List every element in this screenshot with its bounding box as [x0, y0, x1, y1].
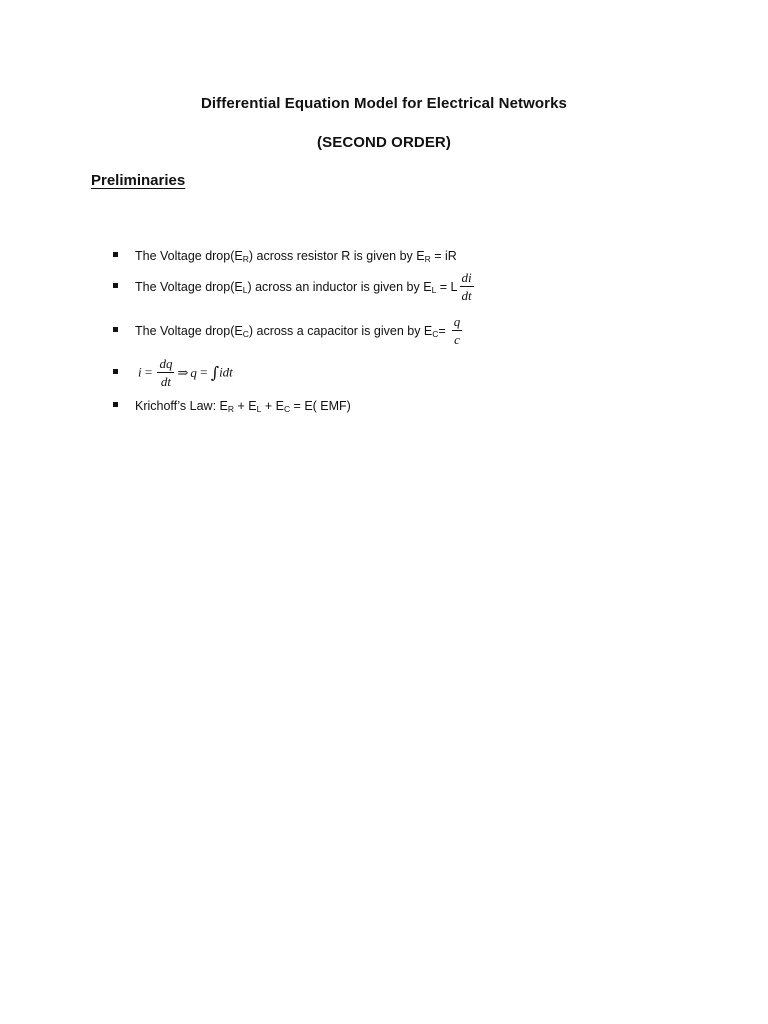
subscript: C	[283, 403, 291, 414]
subscript: R	[424, 253, 431, 264]
bullet-icon	[113, 252, 118, 257]
subscript: L	[431, 284, 437, 295]
fraction-di-dt	[460, 271, 474, 302]
text-segment: The Voltage drop(E	[135, 248, 243, 263]
math-symbol: i	[138, 364, 142, 380]
text-segment: ) across a capacitor is given by E	[248, 323, 433, 338]
subscript: R	[242, 253, 249, 264]
fraction-denominator: c	[454, 332, 460, 347]
bullet-icon	[113, 327, 118, 332]
text-segment: The Voltage drop(E	[135, 323, 243, 338]
fraction-denominator: dt	[160, 374, 172, 389]
bullet-icon	[113, 369, 118, 374]
math-operator: =	[141, 364, 156, 380]
text-segment: The Voltage drop(E	[135, 279, 243, 294]
fraction-numerator: di	[461, 270, 472, 285]
text-segment: ) across resistor R is given by E	[248, 248, 425, 263]
text-segment: = iR	[430, 248, 457, 263]
list-item-text	[135, 249, 457, 263]
subscript: L	[242, 284, 248, 295]
fraction-numerator: dq	[159, 356, 173, 371]
fraction-dq-dt	[157, 357, 174, 388]
integral-icon: ∫	[210, 363, 220, 382]
math-operator: =	[196, 364, 211, 380]
text-segment: =	[438, 323, 446, 338]
list-item-resistor	[113, 248, 457, 263]
list-item-text	[135, 324, 446, 338]
text-segment: = E( EMF)	[290, 398, 351, 413]
list-item-inductor	[113, 271, 474, 302]
subscript: C	[432, 328, 439, 339]
text-segment: ) across an inductor is given by E	[247, 279, 432, 294]
list-item-kirchhoff-law	[113, 398, 351, 413]
fraction-denominator: dt	[461, 288, 472, 303]
fraction-numerator: q	[453, 314, 461, 329]
implies-icon: ⇒	[177, 364, 189, 380]
document-subtitle: (SECOND ORDER)	[317, 134, 451, 151]
bullet-icon	[113, 402, 118, 407]
subscript: R	[227, 403, 235, 414]
text-segment: + E	[234, 398, 257, 413]
subscript: C	[242, 328, 249, 339]
list-item-current-charge	[113, 357, 233, 388]
math-symbol: q	[190, 364, 197, 380]
text-segment: Krichoff’s Law: E	[135, 398, 228, 413]
text-segment: = L	[436, 279, 458, 294]
list-item-text	[135, 399, 351, 413]
math-expression: idt	[219, 364, 233, 380]
bullet-icon	[113, 283, 118, 288]
document-title: Differential Equation Model for Electrical Networks	[200, 95, 567, 112]
subscript: L	[256, 403, 262, 414]
list-item-capacitor	[113, 315, 462, 346]
text-segment: + E	[261, 398, 284, 413]
fraction-q-c	[452, 315, 463, 346]
section-heading-preliminaries: Preliminaries	[91, 172, 186, 189]
list-item-text	[135, 280, 458, 294]
